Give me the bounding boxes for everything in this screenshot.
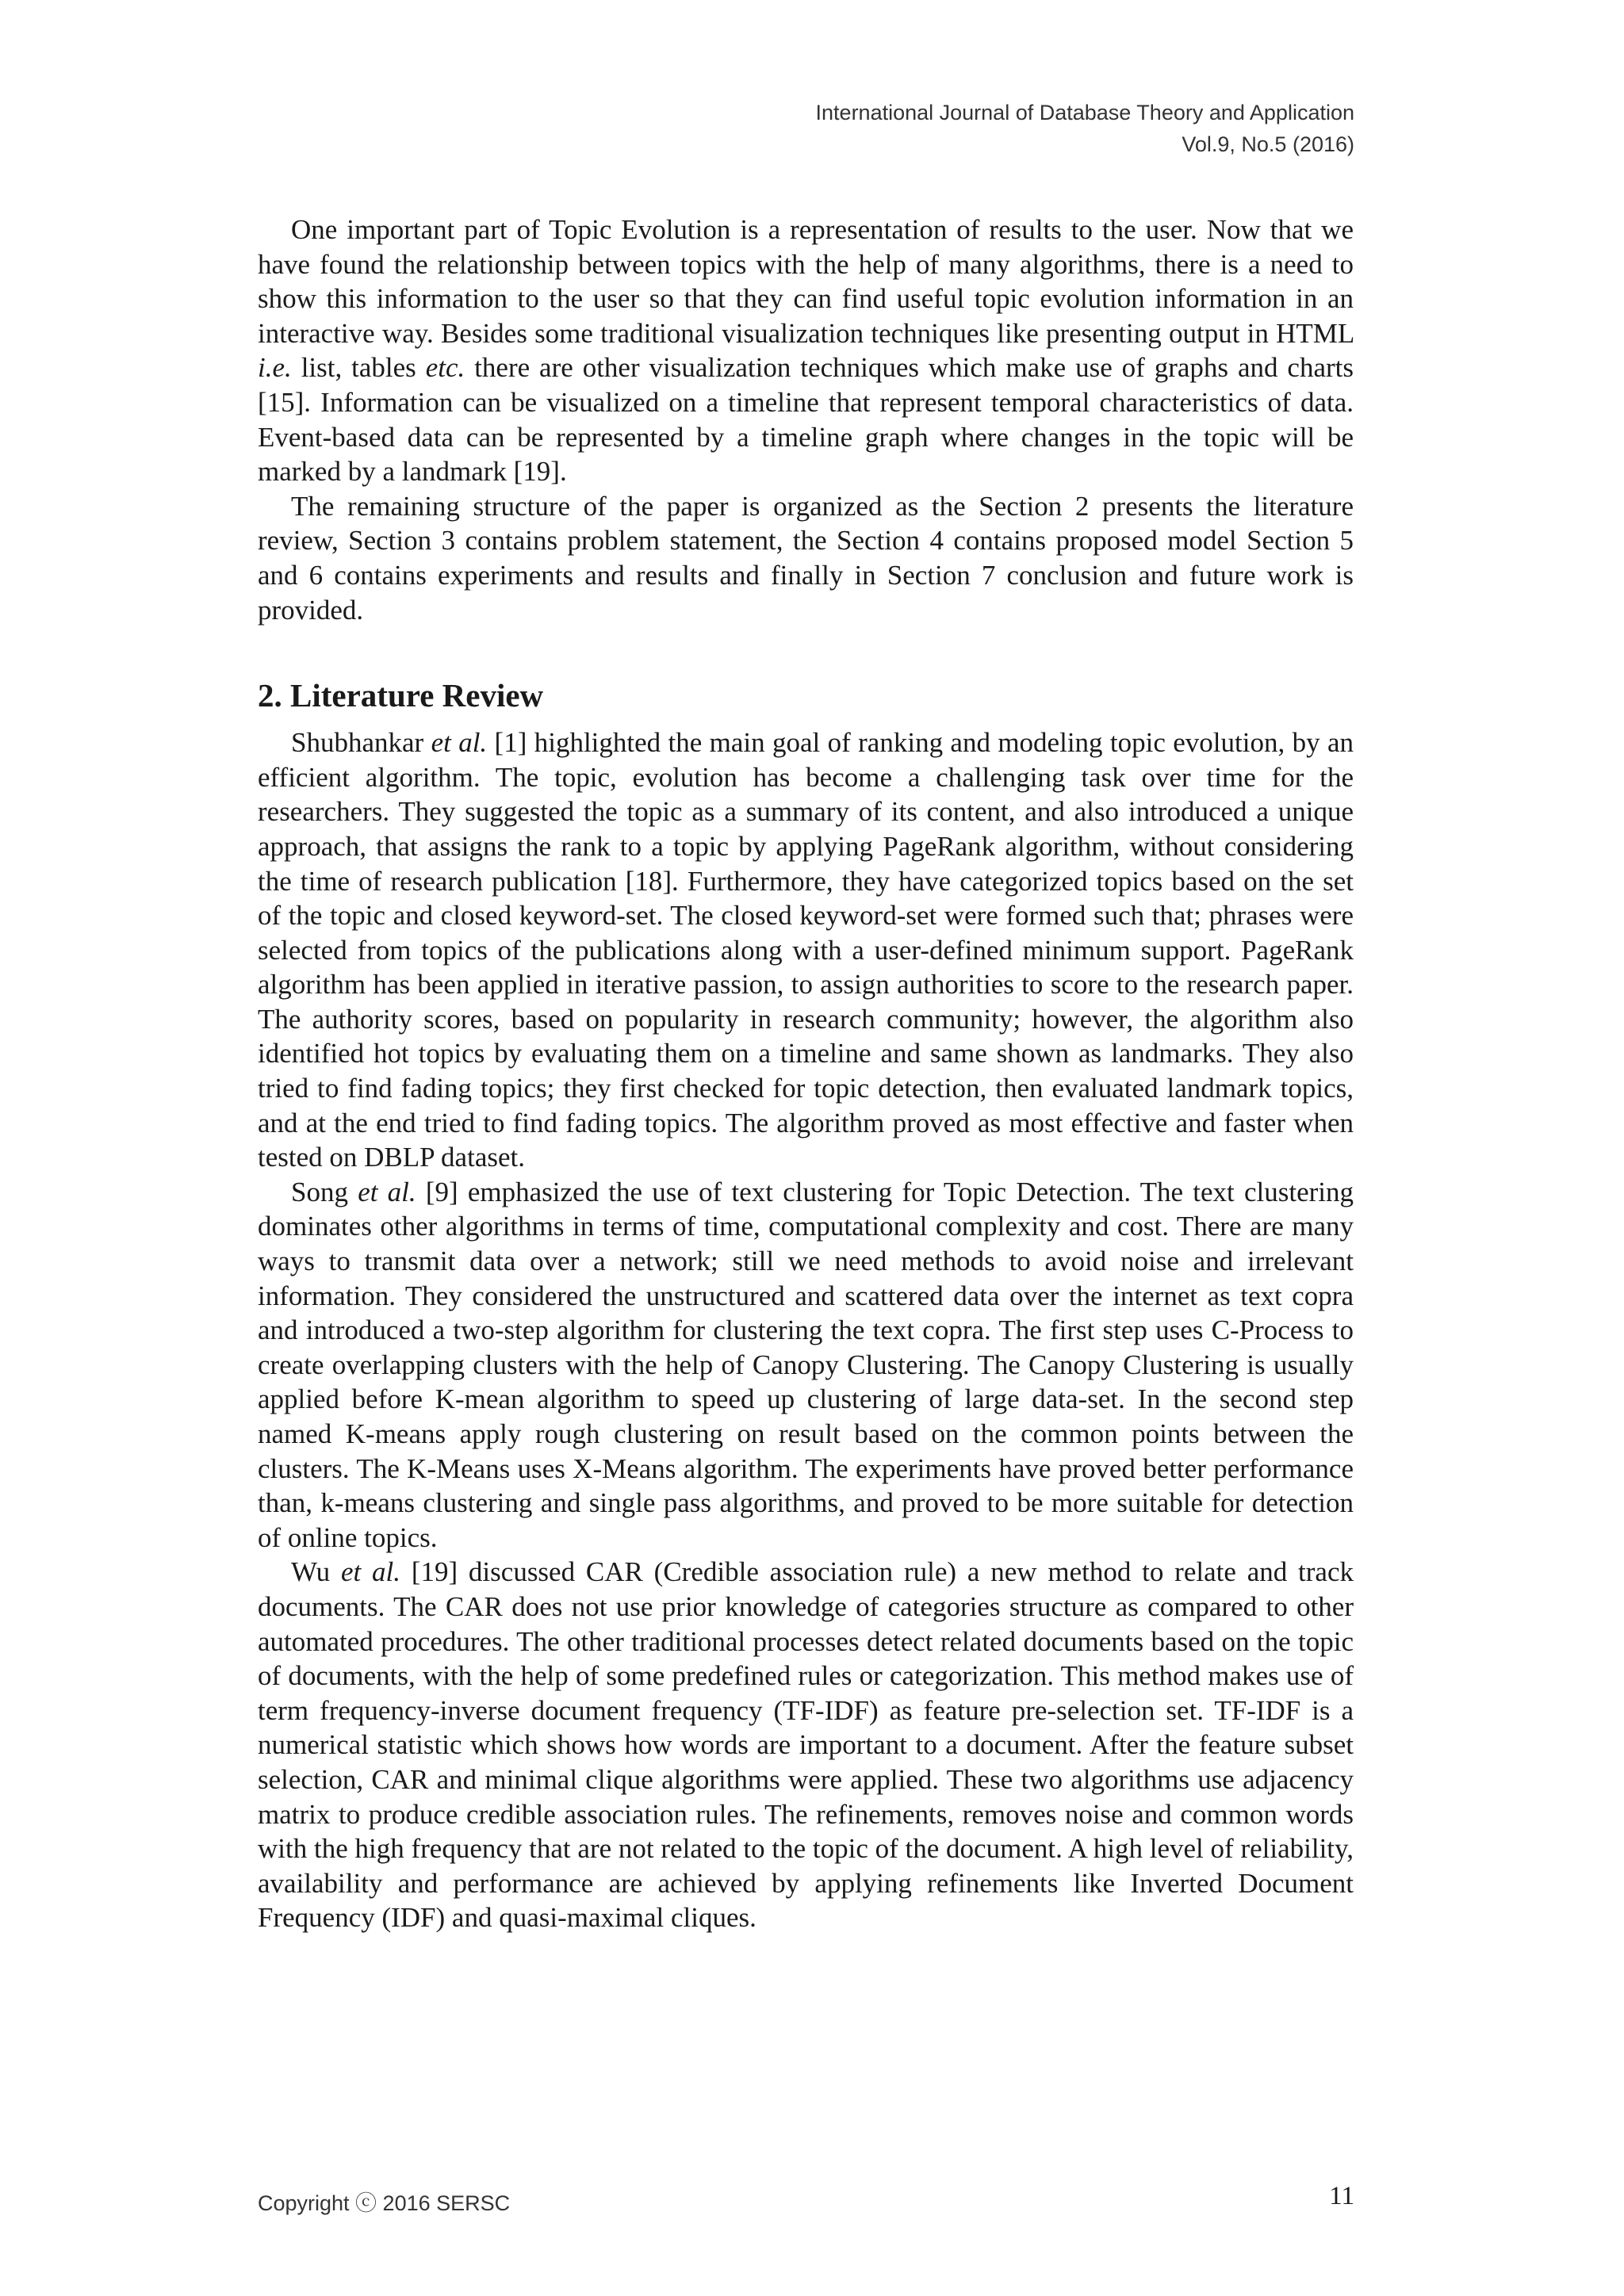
paragraph-review-3 [258,1555,1354,1935]
journal-volume: Vol.9, No.5 (2016) [1182,132,1354,156]
page-number: 11 [1329,2182,1354,2210]
page-body [258,212,1354,1935]
paragraph-intro-1 [258,212,1354,489]
running-head [816,97,1354,160]
text-run: The remaining structure of the paper is organized as the Section 2 presents the literature review, Section 3 contains problem statement, the Section 4 contains proposed model Section 5 and 6 contains experiments and results and finally in Section 7 conclusion and future work is provided. [258,490,1354,626]
text-run: Wu [291,1556,341,1588]
text-run: [9] emphasized the use of text clustering for Topic Detection. The text clustering dominates other algorithms in terms of time, computational complexity and cost. There are many ways to transmit data over a network; still we need methods to avoid noise and irrelevant information. They considered the unstructured and scattered data over the internet as text copra and introduced a two-step algorithm for clustering the text copra. The first step uses C-Process to create overlapping clusters with the help of Canopy Clustering. The Canopy Clustering is usually applied before K-mean algorithm to speed up clustering of large data-set. In the second step named K-means apply rough clustering on result based on the common points between the clusters. The K-Means uses X-Means algorithm. The experiments have proved better performance than, k-means clustering and single pass algorithms, and proved to be more suitable for detection of online topics. [258,1176,1354,1553]
copyright-notice: Copyright ⓒ 2016 SERSC [258,2191,511,2215]
journal-title: International Journal of Database Theory and Application [815,101,1354,124]
paragraph-review-1 [258,725,1354,1175]
italic-text: et al. [431,727,488,759]
text-run: Song [291,1176,358,1207]
text-run: list, tables [291,352,426,384]
paragraph-review-2 [258,1175,1354,1556]
text-run: there are other visualization techniques which make use of graphs and charts [15]. Information can be visualized on a timeline that represent temporal characteristics of data. Event-based data can be represented by a timeline graph where changes in the topic will be marked by a landmark [19]. [258,352,1354,488]
italic-text: i.e. [258,352,292,384]
section-heading: 2. Literature Review [258,677,544,714]
paragraph-intro-2 [258,489,1354,627]
italic-text: etc. [425,352,465,384]
text-run: [19] discussed CAR (Credible association rule) a new method to relate and track documents. The CAR does not use prior knowledge of categories structure as compared to other automated procedures. The other traditional processes detect related documents based on the topic of documents, with the help of some predefined rules or categorization. This method makes use of term frequency-inverse document frequency (TF-IDF) as feature pre-selection set. TF-IDF is a numerical statistic which shows how words are important to a document. After the feature subset selection, CAR and minimal clique algorithms were applied. These two algorithms use adjacency matrix to produce credible association rules. The refinements, removes noise and common words with the high frequency that are not related to the topic of the document. A high level of reliability, availability and performance are achieved by applying refinements like Inverted Document Frequency (IDF) and quasi-maximal cliques. [258,1556,1354,1934]
text-run: Shubhankar [291,727,431,759]
text-run: [1] highlighted the main goal of ranking and modeling topic evolution, by an efficient algorithm. The topic, evolution has become a challenging task over time for the researchers. They suggested the topic as a summary of its content, and also introduced a unique approach, that assigns the rank to a topic by applying PageRank algorithm, without considering the time of research publication [18]. Furthermore, they have categorized topics based on the set of the topic and closed keyword-set. The closed keyword-set were formed such that; phrases were selected from topics of the publications along with a user-defined minimum support. PageRank algorithm has been applied in iterative passion, to assign authorities to score to the research paper. The authority scores, based on popularity in research community; however, the algorithm also identified hot topics by evaluating them on a timeline and same shown as landmarks. They also tried to find fading topics; they first checked for topic detection, then evaluated landmark topics, and at the end tried to find fading topics. The algorithm proved as most effective and faster when tested on DBLP dataset. [258,727,1354,1173]
italic-text: et al. [358,1176,416,1207]
italic-text: et al. [340,1556,400,1588]
text-run: One important part of Topic Evolution is a representation of results to the user. Now that we have found the relationship between topics with the help of many algorithms, there is a need to show this information to the user so that they can find useful topic evolution information in an interactive way. Besides some traditional visualization techniques like presenting output in HTML [258,214,1354,349]
